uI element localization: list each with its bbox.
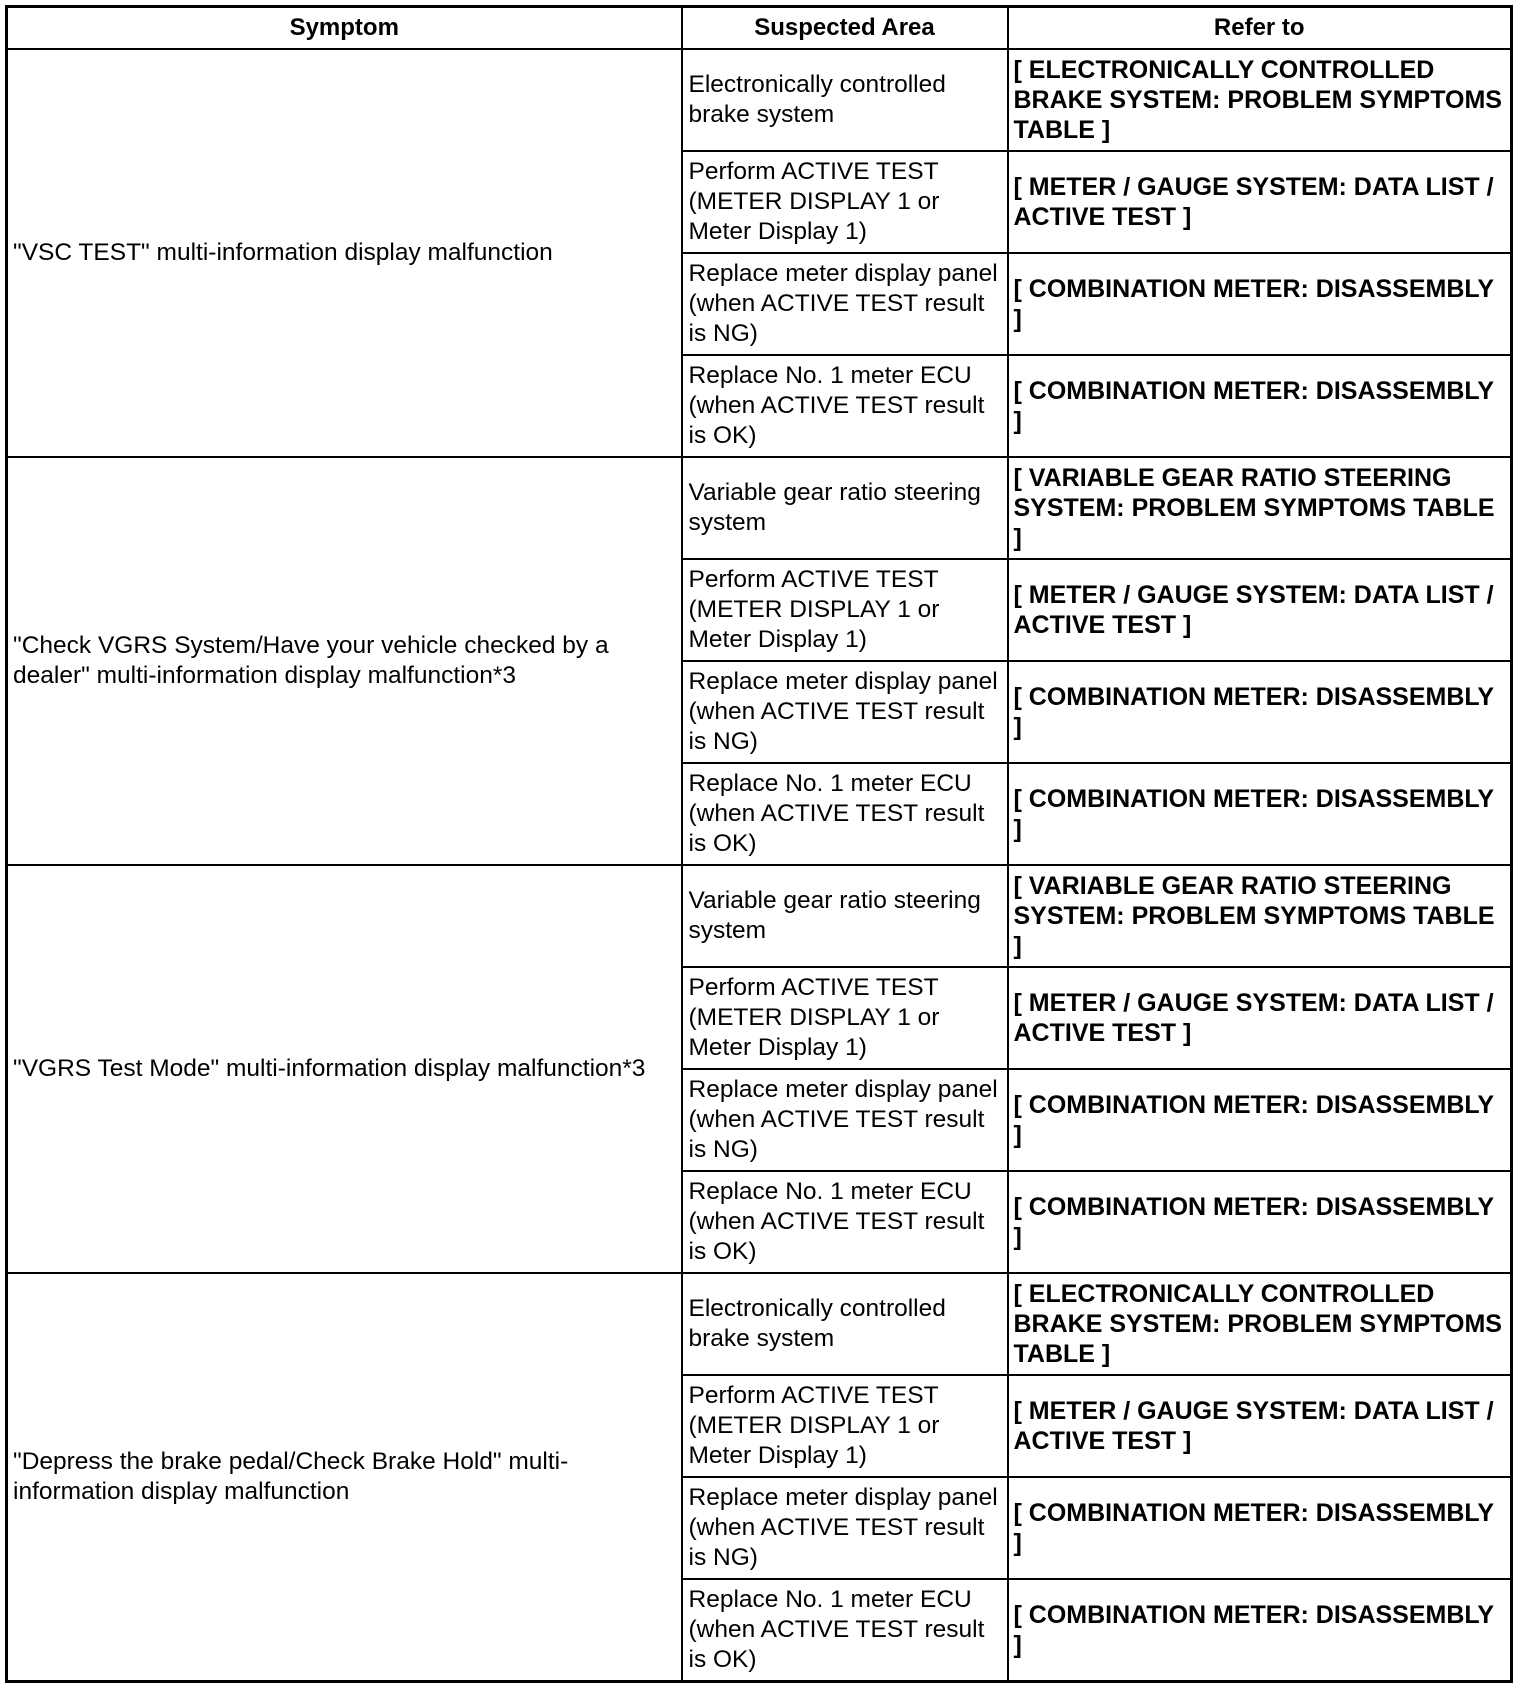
symptom-cell: "VSC TEST" multi-information display malfunction: [7, 49, 682, 457]
table-row: [7, 865, 1512, 967]
refer-to-link[interactable]: [ VARIABLE GEAR RATIO STEERING SYSTEM: PROBLEM SYMPTOMS TABLE ]: [1008, 457, 1512, 559]
suspected-area-cell: Perform ACTIVE TEST (METER DISPLAY 1 or Meter Display 1): [682, 559, 1008, 661]
refer-to-link[interactable]: [ METER / GAUGE SYSTEM: DATA LIST / ACTIVE TEST ]: [1008, 1375, 1512, 1477]
table-row: [7, 49, 1512, 151]
refer-to-link[interactable]: [ METER / GAUGE SYSTEM: DATA LIST / ACTIVE TEST ]: [1008, 559, 1512, 661]
refer-to-link[interactable]: [ ELECTRONICALLY CONTROLLED BRAKE SYSTEM: PROBLEM SYMPTOMS TABLE ]: [1008, 49, 1512, 151]
suspected-area-cell: Replace No. 1 meter ECU (when ACTIVE TEST result is OK): [682, 1579, 1008, 1682]
suspected-area-cell: Variable gear ratio steering system: [682, 457, 1008, 559]
refer-to-link[interactable]: [ COMBINATION METER: DISASSEMBLY ]: [1008, 1477, 1512, 1579]
refer-to-link[interactable]: [ COMBINATION METER: DISASSEMBLY ]: [1008, 661, 1512, 763]
header-row: [7, 7, 1512, 50]
suspected-area-cell: Replace No. 1 meter ECU (when ACTIVE TEST result is OK): [682, 355, 1008, 457]
symptom-cell: "Depress the brake pedal/Check Brake Hold" multi-information display malfunction: [7, 1273, 682, 1682]
suspected-area-cell: Electronically controlled brake system: [682, 1273, 1008, 1375]
refer-to-link[interactable]: [ ELECTRONICALLY CONTROLLED BRAKE SYSTEM: PROBLEM SYMPTOMS TABLE ]: [1008, 1273, 1512, 1375]
table-row: [7, 457, 1512, 559]
refer-to-link[interactable]: [ COMBINATION METER: DISASSEMBLY ]: [1008, 1171, 1512, 1273]
refer-to-link[interactable]: [ COMBINATION METER: DISASSEMBLY ]: [1008, 253, 1512, 355]
suspected-area-cell: Replace meter display panel (when ACTIVE TEST result is NG): [682, 1069, 1008, 1171]
symptom-cell: "VGRS Test Mode" multi-information display malfunction*3: [7, 865, 682, 1273]
suspected-area-cell: Perform ACTIVE TEST (METER DISPLAY 1 or Meter Display 1): [682, 151, 1008, 253]
refer-to-link[interactable]: [ COMBINATION METER: DISASSEMBLY ]: [1008, 763, 1512, 865]
header-suspected-area: Suspected Area: [682, 7, 1008, 50]
refer-to-link[interactable]: [ METER / GAUGE SYSTEM: DATA LIST / ACTIVE TEST ]: [1008, 151, 1512, 253]
refer-to-link[interactable]: [ COMBINATION METER: DISASSEMBLY ]: [1008, 1579, 1512, 1682]
refer-to-link[interactable]: [ COMBINATION METER: DISASSEMBLY ]: [1008, 355, 1512, 457]
refer-to-link[interactable]: [ METER / GAUGE SYSTEM: DATA LIST / ACTIVE TEST ]: [1008, 967, 1512, 1069]
suspected-area-cell: Replace meter display panel (when ACTIVE TEST result is NG): [682, 1477, 1008, 1579]
suspected-area-cell: Replace No. 1 meter ECU (when ACTIVE TEST result is OK): [682, 763, 1008, 865]
suspected-area-cell: Replace No. 1 meter ECU (when ACTIVE TEST result is OK): [682, 1171, 1008, 1273]
problem-symptoms-table: [5, 5, 1513, 1683]
suspected-area-cell: Replace meter display panel (when ACTIVE TEST result is NG): [682, 253, 1008, 355]
suspected-area-cell: Replace meter display panel (when ACTIVE TEST result is NG): [682, 661, 1008, 763]
table-row: [7, 1273, 1512, 1375]
problem-symptoms-table-container: [5, 5, 1513, 1683]
symptom-cell: "Check VGRS System/Have your vehicle checked by a dealer" multi-information display malfunction*3: [7, 457, 682, 865]
suspected-area-cell: Perform ACTIVE TEST (METER DISPLAY 1 or Meter Display 1): [682, 967, 1008, 1069]
refer-to-link[interactable]: [ COMBINATION METER: DISASSEMBLY ]: [1008, 1069, 1512, 1171]
suspected-area-cell: Variable gear ratio steering system: [682, 865, 1008, 967]
header-symptom: Symptom: [7, 7, 682, 50]
suspected-area-cell: Perform ACTIVE TEST (METER DISPLAY 1 or Meter Display 1): [682, 1375, 1008, 1477]
suspected-area-cell: Electronically controlled brake system: [682, 49, 1008, 151]
header-refer-to: Refer to: [1008, 7, 1512, 50]
refer-to-link[interactable]: [ VARIABLE GEAR RATIO STEERING SYSTEM: PROBLEM SYMPTOMS TABLE ]: [1008, 865, 1512, 967]
